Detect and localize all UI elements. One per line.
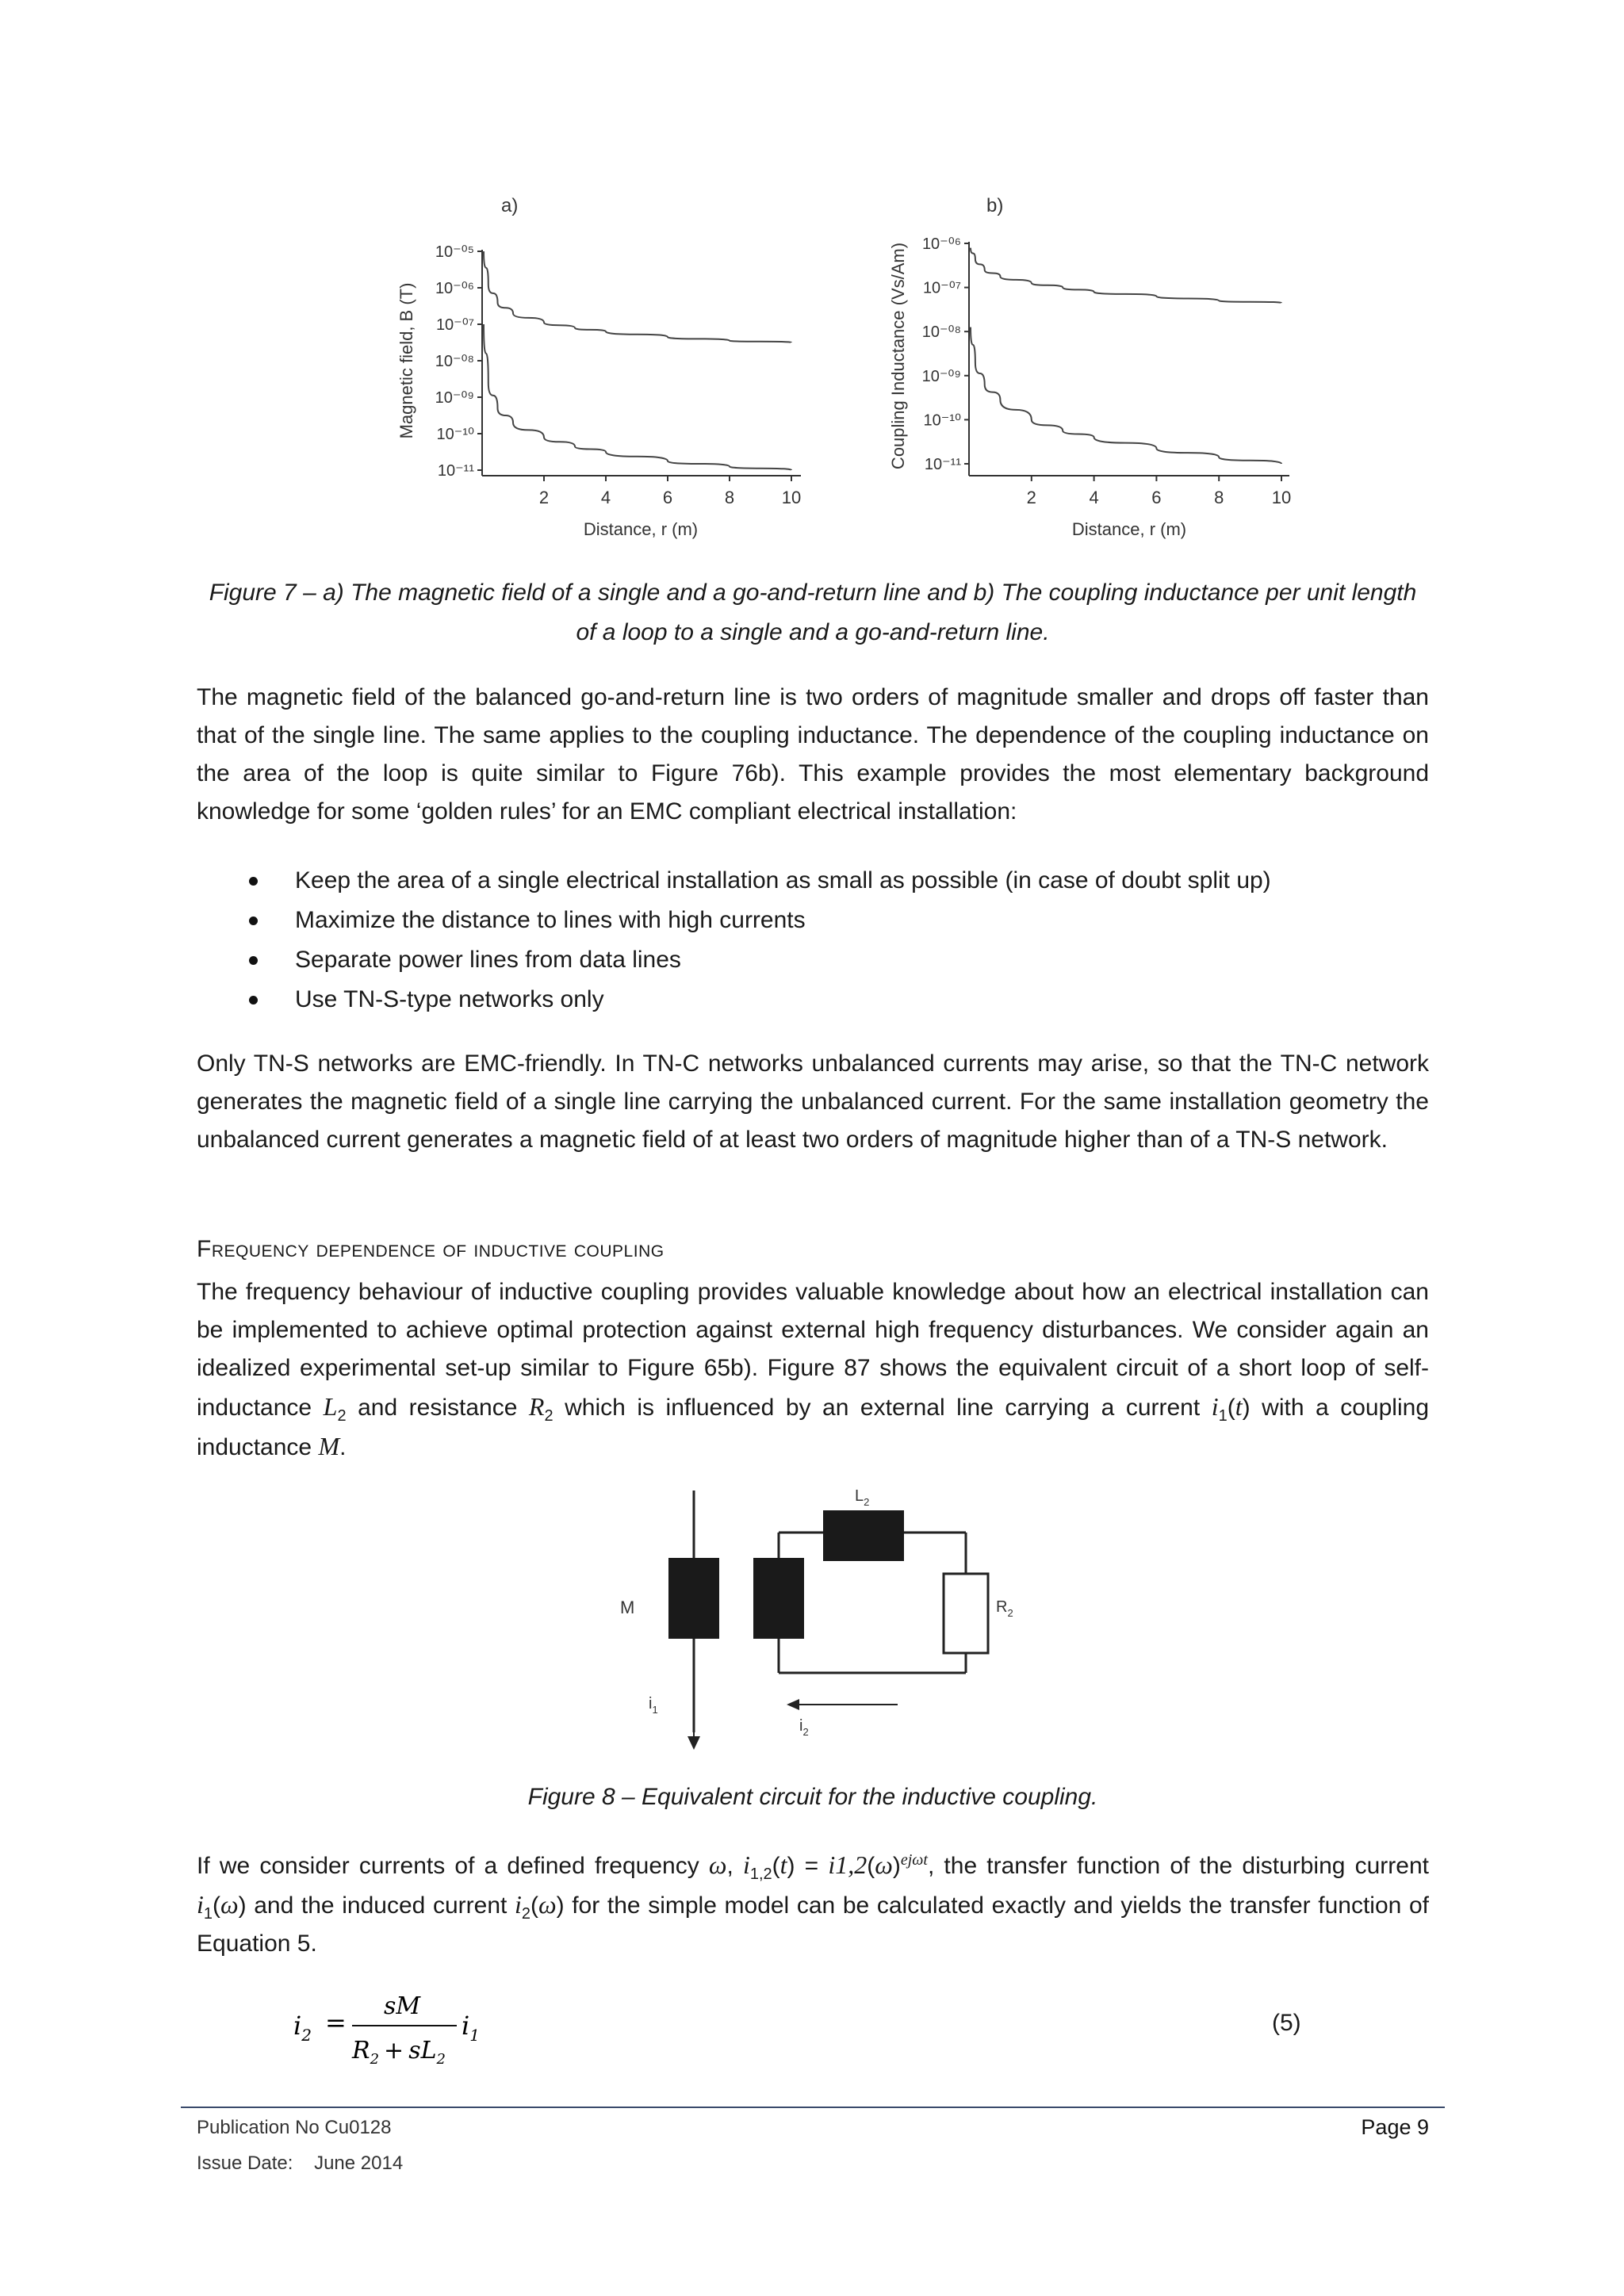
- y-tick-label: 10⁻¹⁰: [923, 411, 961, 430]
- math-t: t: [779, 1850, 787, 1879]
- x-tick-label: 4: [1089, 488, 1099, 507]
- chart-a-svg: [389, 186, 833, 551]
- math-M: M: [318, 1432, 340, 1460]
- figure8-circuit-diagram: [603, 1479, 1015, 1756]
- chart-b-xlabel: Distance, r (m): [1071, 519, 1187, 539]
- label-M: M: [620, 1598, 635, 1617]
- x-tick-label: 10: [1271, 488, 1292, 507]
- math-i: i: [1211, 1392, 1219, 1421]
- math-sub: 1: [203, 1905, 213, 1923]
- y-tick-label: 10⁻¹¹: [924, 456, 961, 473]
- y-tick-label: 10⁻¹¹: [437, 462, 474, 480]
- text-run: with a coupling inductance: [197, 1395, 1429, 1460]
- x-tick-label: 2: [1026, 488, 1036, 507]
- math-omega: ω: [708, 1850, 727, 1879]
- chart-b-svg: [879, 186, 1323, 551]
- math-i: i1,2: [828, 1850, 868, 1879]
- math-t: t: [1235, 1392, 1243, 1421]
- text-run: ,: [726, 1853, 743, 1879]
- label-i2: $i_2$: [799, 1717, 809, 1738]
- chart-a-ylabel: Magnetic field, B (T): [396, 282, 416, 439]
- eq-equals: =: [325, 2007, 347, 2038]
- y-tick-label: 10⁻⁰⁶: [435, 280, 474, 297]
- math-L: L: [323, 1392, 338, 1421]
- y-tick-label: 10⁻⁰⁹: [921, 367, 961, 385]
- paragraph-transfer-function: [197, 1846, 1429, 1963]
- text-run: (: [867, 1853, 875, 1879]
- text-run: (: [1227, 1395, 1235, 1421]
- y-tick-label: 10⁻⁰⁷: [922, 279, 961, 297]
- math-omega: ω: [875, 1850, 893, 1879]
- math-exponent: ejωt: [900, 1851, 928, 1869]
- series-line-single: [484, 251, 791, 342]
- series-line-go-and-return: [484, 324, 791, 470]
- math-sub: 2: [544, 1407, 553, 1425]
- resistor-R2: [944, 1574, 988, 1653]
- y-tick-label: 10⁻⁰⁹: [435, 389, 474, 407]
- text-run: ): [1242, 1395, 1251, 1421]
- figure7-chart-a: [389, 186, 833, 551]
- text-run: and resistance: [346, 1395, 529, 1421]
- text-run: .: [339, 1434, 347, 1460]
- text-run: , the transfer function of the disturbing current: [927, 1853, 1429, 1879]
- math-sub: 1,2: [749, 1866, 772, 1883]
- equation-number: (5): [1272, 2010, 1301, 2036]
- coupling-inductor-primary: [668, 1558, 719, 1639]
- text-run: (: [772, 1853, 780, 1879]
- text-run: (: [213, 1892, 221, 1919]
- math-R: R: [528, 1392, 545, 1421]
- text-run: (: [530, 1892, 538, 1919]
- section-heading: Frequency dependence of inductive coupling: [197, 1236, 665, 1262]
- x-tick-label: 6: [662, 488, 673, 507]
- text-run: ) and the induced current: [238, 1892, 515, 1919]
- figure8-caption: Figure 8 – Equivalent circuit for the inductive coupling.: [527, 1784, 1098, 1810]
- golden-rules-list: [197, 861, 1429, 1020]
- chart-b-ylabel: Coupling Inductance (Vs/Am): [888, 242, 908, 470]
- paragraph-tn-networks: Only TN-S networks are EMC-friendly. In TN-C networks unbalanced currents may arise, so that the TN-C network generates the magnetic field of a single line carrying the unbalanced current. For the same installation geometry the unbalanced current generates a magnetic field of at least two orders of magnitude higher than of a TN-S network.: [197, 1050, 1429, 1153]
- y-tick-label: 10⁻⁰⁷: [435, 316, 474, 334]
- y-tick-label: 10⁻¹⁰: [436, 426, 474, 443]
- text-run: The frequency behaviour of inductive coupling provides valuable knowledge about how an electrical installation can be implemented to achieve optimal protection against external high frequency disturbances. We consider again an idealized experimental set-up similar to Figure 65b). Figure 87 shows the equivalent circuit of a short loop of self-inductance: [197, 1279, 1429, 1421]
- equation-5: [289, 1982, 511, 2069]
- chart-a-xlabel: Distance, r (m): [583, 519, 699, 539]
- label-i1: $i_1$: [649, 1695, 658, 1716]
- coupling-inductor-secondary: [753, 1558, 804, 1639]
- list-item: Use TN-S-type networks only: [197, 980, 1429, 1020]
- eq-numerator: sM: [384, 1992, 421, 2020]
- math-omega: ω: [538, 1890, 557, 1919]
- x-tick-label: 6: [1151, 488, 1162, 507]
- figure7-chart-b: [879, 186, 1323, 551]
- x-tick-label: 8: [724, 488, 735, 507]
- list-item: Keep the area of a single electrical installation as small as possible (in case of doubt split up): [197, 861, 1429, 901]
- math-i: i: [197, 1890, 204, 1919]
- list-item: Maximize the distance to lines with high currents: [197, 901, 1429, 940]
- i2-arrow-head: [787, 1699, 799, 1710]
- equation-svg: [289, 1982, 511, 2069]
- paragraph-frequency-behaviour: [197, 1273, 1429, 1467]
- series-line-go-and-return: [971, 327, 1281, 464]
- footer-divider: [181, 2107, 1445, 2108]
- chart-a-panel-label: a): [501, 195, 519, 216]
- eq-lhs: $i_2$: [293, 2011, 312, 2045]
- x-tick-label: 10: [781, 488, 802, 507]
- list-item: Separate power lines from data lines: [197, 940, 1429, 980]
- math-sub: 2: [521, 1905, 530, 1923]
- text-run: ) =: [787, 1853, 829, 1879]
- eq-denominator: $R_2 + sL_2$: [352, 2037, 446, 2068]
- issue-date-label: Issue Date:: [197, 2152, 293, 2174]
- eq-rhs: $i_1$: [462, 2011, 480, 2045]
- footer-page-number: Page 9: [1361, 2115, 1429, 2139]
- inductor-L2: [823, 1510, 904, 1561]
- x-tick-label: 2: [538, 488, 550, 507]
- math-i: i: [514, 1890, 522, 1919]
- text-run: If we consider currents of a defined frequency: [197, 1853, 709, 1879]
- y-tick-label: 10⁻⁰⁸: [921, 323, 961, 342]
- text-run: which is influenced by an external line carrying a current: [553, 1395, 1212, 1421]
- footer-issue-date: [197, 2152, 403, 2175]
- label-L2: $L_2$: [855, 1487, 870, 1508]
- label-R2: $R_2$: [996, 1598, 1013, 1619]
- issue-date-value: June 2014: [314, 2152, 404, 2174]
- text-run: ): [892, 1853, 901, 1879]
- text-run: ) for the simple model can be calculated exactly and yields the transfer function of Equation 5.: [197, 1892, 1429, 1957]
- series-line-single: [971, 248, 1281, 304]
- chart-b-panel-label: b): [986, 195, 1004, 216]
- y-tick-label: 10⁻⁰⁵: [435, 243, 474, 261]
- figure7-caption: Figure 7 – a) The magnetic field of a single and a go-and-return line and b) The coupling inductance per unit length of a loop to a single and a go-and-return line.: [209, 580, 1417, 645]
- y-tick-label: 10⁻⁰⁶: [921, 235, 961, 253]
- y-tick-label: 10⁻⁰⁸: [435, 353, 474, 370]
- math-sub: 2: [337, 1407, 347, 1425]
- circuit-svg: [603, 1479, 1015, 1756]
- footer-publication: Publication No Cu0128: [197, 2117, 392, 2138]
- math-sub: 1: [1218, 1407, 1228, 1425]
- math-omega: ω: [220, 1890, 239, 1919]
- x-tick-label: 4: [600, 488, 611, 507]
- x-tick-label: 8: [1214, 488, 1224, 507]
- paragraph-golden-rules-intro: The magnetic field of the balanced go-and-return line is two orders of magnitude smaller and drops off faster than that of the single line. The same applies to the coupling inductance. The dependence of the coupling inductance on the area of the loop is quite similar to Figure 76b). This example provides the most elementary background knowledge for some ‘golden rules’ for an EMC compliant electrical installation:: [197, 684, 1429, 825]
- math-i: i: [742, 1850, 750, 1879]
